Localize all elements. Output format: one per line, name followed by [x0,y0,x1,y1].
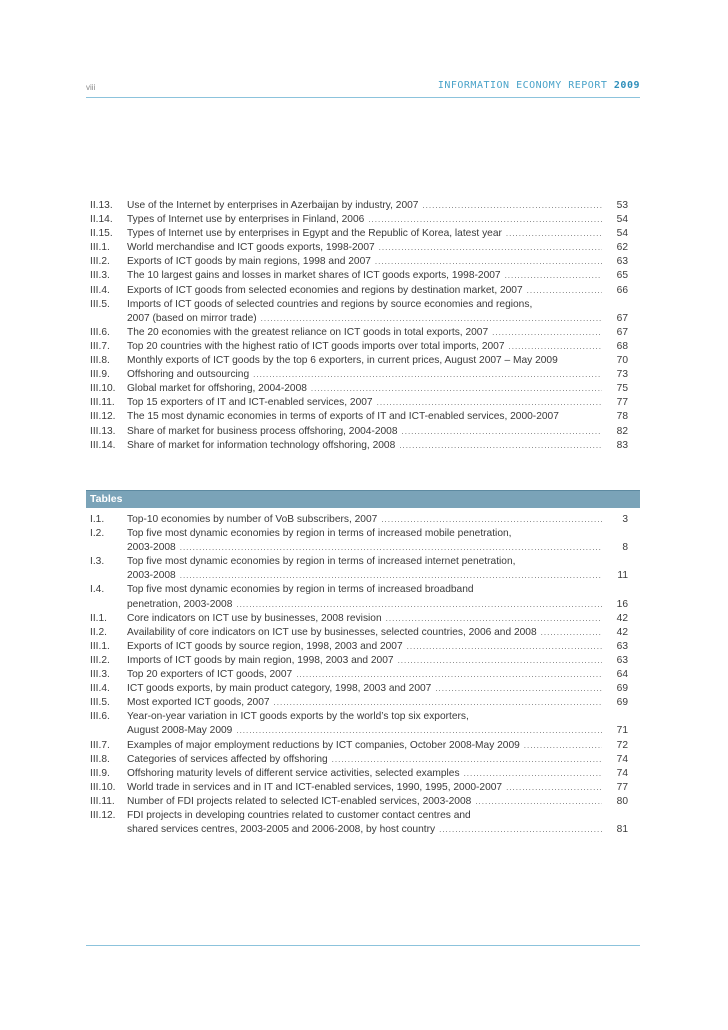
entry-title-cell [127,569,602,583]
dot-leader [386,612,602,626]
dot-leader [253,368,602,382]
entry-number: III.11. [90,795,115,807]
entry-title-cell [127,598,602,612]
entry-title: The 20 economies with the greatest reliance on ICT goods in total exports, 2007 [127,326,489,338]
entry-title: Share of market for business process offshoring, 2004-2008 [127,425,398,437]
entry-title: Top five most dynamic economies by region in terms of increased broadband [127,584,474,596]
page-ref: 72 [616,739,628,751]
dot-leader [541,626,602,640]
entry-number: III.8. [90,355,110,367]
dot-leader [464,767,602,781]
page-ref: 42 [616,626,628,638]
dot-leader [261,312,602,326]
page-ref: 64 [616,669,628,681]
entry-title-cell [127,284,602,298]
entry-title: shared services centres, 2003-2005 and 2006-2008, by host country [127,824,436,836]
table-entry[interactable] [86,781,640,795]
dot-leader [296,668,602,682]
dot-leader [506,781,602,795]
entry-title: Year-on-year variation in ICT goods exports by the world’s top six exporters, [127,711,469,723]
entry-title: Imports of ICT goods of selected countries and regions by source economies and regions, [127,298,533,310]
entry-number: II.2. [90,626,107,638]
dot-leader [377,396,602,410]
entry-title-cell [127,781,602,795]
entry-number: III.10. [90,781,116,793]
entry-number: II.15. [90,228,113,240]
figure-entry[interactable] [86,425,640,439]
table-entry[interactable] [86,654,640,668]
entry-title-cell [127,213,602,227]
entry-title-cell [127,668,602,682]
entry-title-cell [127,410,602,424]
page-ref: 83 [616,439,628,451]
figure-entry[interactable] [86,439,640,453]
dot-leader [527,284,602,298]
entry-title: 2003-2008 [127,542,176,554]
page-ref: 77 [616,781,628,793]
entry-title-cell [127,241,602,255]
page-ref: 65 [616,270,628,282]
page-ref: 67 [616,326,628,338]
entry-title: Exports of ICT goods by source region, 1998, 2003 and 2007 [127,640,403,652]
dot-leader [422,199,602,213]
entry-title: penetration, 2003-2008 [127,598,233,610]
page-ref: 16 [616,598,628,610]
page-ref: 80 [616,795,628,807]
entry-title-cell [127,753,602,767]
entry-title-cell [127,227,602,241]
figure-entry[interactable] [86,326,640,340]
entry-number: I.2. [90,528,105,540]
dot-leader [505,269,602,283]
entry-title: Share of market for information technology offshoring, 2008 [127,439,396,451]
table-entry[interactable] [86,696,640,710]
table-entry[interactable] [86,795,640,809]
page-ref: 54 [616,214,628,226]
figure-entry[interactable] [86,227,640,241]
running-header [438,80,640,91]
entry-number: III.4. [90,683,110,695]
page-ref: 3 [622,514,628,525]
entry-title-cell [127,767,602,781]
entry-number: III.5. [90,697,110,709]
entry-title: Types of Internet use by enterprises in Egypt and the Republic of Korea, latest year [127,228,502,240]
entry-title-cell [127,382,602,396]
table-entry[interactable] [86,668,640,682]
entry-title: Top five most dynamic economies by region in terms of increased mobile penetration, [127,528,512,540]
entry-number: III.6. [90,711,110,723]
page-ref: 8 [622,542,628,554]
entry-title: Use of the Internet by enterprises in Azerbaijan by industry, 2007 [127,200,419,211]
page-ref: 68 [616,340,628,352]
entry-title-cell [127,255,602,269]
dot-leader [180,541,602,555]
page-number: viii [86,83,96,92]
entry-title: Monthly exports of ICT goods by the top 6 exporters, in current prices, August 2007 – May 2009 [127,355,558,367]
entry-number: III.9. [90,369,110,381]
table-entry[interactable] [86,710,640,724]
entry-title-cell [127,425,602,439]
entry-title: Examples of major employment reductions by ICT companies, October 2008-May 2009 [127,739,520,751]
entry-number: III.4. [90,284,110,296]
entry-title: Most exported ICT goods, 2007 [127,697,270,709]
dot-leader [236,724,602,738]
entry-title: ICT goods exports, by main product category, 1998, 2003 and 2007 [127,683,432,695]
table-entry[interactable] [86,527,640,541]
dot-leader [398,654,602,668]
entry-number: III.12. [90,411,116,423]
dot-leader [524,739,602,753]
entry-number: III.10. [90,383,116,395]
entry-number: III.13. [90,425,116,437]
entry-title: Exports of ICT goods from selected economies and regions by destination market, 2007 [127,284,523,296]
table-entry[interactable] [86,739,640,753]
entry-title: World trade in services and in IT and ICT-enabled services, 1990, 1995, 2000-2007 [127,781,503,793]
dot-leader [475,795,602,809]
entry-number: III.1. [90,640,110,652]
entry-title-cell [127,396,602,410]
entry-title: Offshoring maturity levels of different service activities, selected examples [127,767,460,779]
entry-title: The 10 largest gains and losses in market shares of ICT goods exports, 1998-2007 [127,270,501,282]
figure-entry[interactable] [86,284,640,298]
page-ref: 53 [616,200,628,211]
page-ref: 69 [616,697,628,709]
dot-leader [368,213,602,227]
entry-number: III.7. [90,340,110,352]
dot-leader [439,823,602,837]
page-ref: 78 [616,411,628,423]
page-ref: 62 [616,242,628,254]
entry-title-cell [127,739,602,753]
figure-entry[interactable] [86,213,640,227]
entry-title-cell [127,696,602,710]
dot-leader [435,682,602,696]
entry-title: Top 20 countries with the highest ratio of ICT goods imports over total imports, 2007 [127,340,505,352]
entry-title-cell [127,541,602,555]
figure-entry[interactable] [86,298,640,312]
page-ref: 74 [616,767,628,779]
entry-title-cell [127,626,602,640]
entry-title: 2007 (based on mirror trade) [127,312,257,324]
entry-title: FDI projects in developing countries related to customer contact centres and [127,809,471,821]
entry-number: I.4. [90,584,105,596]
entry-number: II.1. [90,612,107,624]
page-ref: 71 [616,725,628,737]
entry-number: III.6. [90,326,110,338]
dot-leader [509,340,602,354]
entry-title-cell [127,312,602,326]
table-entry[interactable] [86,626,640,640]
entry-number: III.1. [90,242,110,254]
table-entry[interactable] [86,640,640,654]
entry-title-cell [127,340,602,354]
entry-title-cell [127,199,602,213]
dot-leader [375,255,602,269]
table-entry[interactable] [86,612,640,626]
table-entry[interactable] [86,682,640,696]
figure-entry[interactable] [86,396,640,410]
figure-entry[interactable] [86,340,640,354]
dot-leader [492,326,602,340]
entry-number: III.7. [90,739,110,751]
figure-entry[interactable] [86,199,640,213]
tables-heading: Tables [90,493,123,505]
figure-entry[interactable] [86,241,640,255]
entry-title-cell [127,269,602,283]
figure-entry-continuation[interactable] [86,312,640,326]
table-entry[interactable] [86,809,640,823]
entry-number: III.5. [90,298,110,310]
page-ref: 66 [616,284,628,296]
entry-title: Global market for offshoring, 2004-2008 [127,383,307,395]
page-ref: 73 [616,369,628,381]
page-ref: 69 [616,683,628,695]
entry-number: II.14. [90,214,113,226]
page-ref: 63 [616,256,628,268]
page-ref: 82 [616,425,628,437]
entry-number: III.14. [90,439,116,451]
table-entry-continuation[interactable] [86,541,640,555]
entry-title: Imports of ICT goods by main region, 1998, 2003 and 2007 [127,654,394,666]
entry-title: August 2008-May 2009 [127,725,233,737]
page-ref: 11 [617,570,628,582]
entry-title: Types of Internet use by enterprises in Finland, 2006 [127,214,365,226]
table-entry-continuation[interactable] [86,598,640,612]
page-ref: 42 [616,612,628,624]
dot-leader [399,439,602,453]
entry-number: III.9. [90,767,110,779]
page-ref: 70 [616,355,628,367]
entry-number: III.3. [90,270,110,282]
entry-title: Categories of services affected by offshoring [127,753,328,765]
figure-entry[interactable] [86,255,640,269]
entry-title-cell [127,439,602,453]
table-entry[interactable] [86,753,640,767]
entry-title: Top-10 economies by number of VoB subscribers, 2007 [127,514,378,525]
page-ref: 54 [616,228,628,240]
dot-leader [332,753,602,767]
entry-title-cell [127,513,602,527]
dot-leader [236,598,602,612]
page-ref: 75 [616,383,628,395]
figure-entry[interactable] [86,368,640,382]
entry-number: III.2. [90,256,110,268]
report-title: INFORMATION ECONOMY REPORT [437,80,608,91]
page-ref: 77 [616,397,628,409]
report-year: 2009 [613,80,640,91]
table-entry[interactable] [86,583,640,597]
table-entry-continuation[interactable] [86,569,640,583]
entry-title: Core indicators on ICT use by businesses, 2008 revision [127,612,382,624]
entry-title: Top 15 exporters of IT and ICT-enabled services, 2007 [127,397,373,409]
entry-number: III.8. [90,753,110,765]
table-entry[interactable] [86,513,640,527]
entry-number: III.12. [90,809,116,821]
entry-number: II.13. [90,200,113,211]
entry-title-cell [127,795,602,809]
entry-title: Exports of ICT goods by main regions, 1998 and 2007 [127,256,371,268]
entry-number: I.1. [90,514,105,525]
dot-leader [311,382,602,396]
dot-leader [381,513,602,527]
table-entry[interactable] [86,767,640,781]
entry-title: Top five most dynamic economies by region in terms of increased internet penetration, [127,556,516,568]
table-entry-continuation[interactable] [86,823,640,837]
entry-title-cell [127,368,602,382]
figure-entry[interactable] [86,269,640,283]
entry-title-cell [127,654,602,668]
figure-entry[interactable] [86,354,640,368]
entry-title-cell [127,354,602,368]
dot-leader [379,241,602,255]
entry-number: III.2. [90,654,110,666]
tables-list [86,513,640,837]
dot-leader [407,640,602,654]
entry-title-cell [127,682,602,696]
page-ref: 74 [616,753,628,765]
footer-rule [86,945,640,946]
page-ref: 63 [616,654,628,666]
figure-entry[interactable] [86,382,640,396]
entry-title-cell [127,640,602,654]
entry-title-cell [127,724,602,738]
figure-entry[interactable] [86,410,640,424]
entry-title: 2003-2008 [127,570,176,582]
entry-number: III.3. [90,669,110,681]
dot-leader [274,696,602,710]
table-entry[interactable] [86,555,640,569]
table-entry-continuation[interactable] [86,724,640,738]
entry-number: III.11. [90,397,115,409]
entry-title-cell [127,823,602,837]
figures-list [86,199,640,453]
tables-section-header [86,490,640,508]
entry-title: Top 20 exporters of ICT goods, 2007 [127,669,293,681]
entry-title: World merchandise and ICT goods exports, 1998-2007 [127,242,375,254]
entry-title: Offshoring and outsourcing [127,369,250,381]
dot-leader [506,227,602,241]
dot-leader [180,569,602,583]
entry-title: The 15 most dynamic economies in terms of exports of IT and ICT-enabled services, 2000-2007 [127,411,559,423]
header-rule [86,97,640,98]
page-ref: 81 [616,824,628,836]
page-ref: 67 [616,312,628,324]
entry-title-cell [127,326,602,340]
entry-number: I.3. [90,556,105,568]
page-ref: 63 [616,640,628,652]
entry-title: Number of FDI projects related to selected ICT-enabled services, 2003-2008 [127,795,472,807]
dot-leader [402,425,602,439]
entry-title-cell [127,612,602,626]
entry-title: Availability of core indicators on ICT use by businesses, selected countries, 2006 and 2008 [127,626,537,638]
